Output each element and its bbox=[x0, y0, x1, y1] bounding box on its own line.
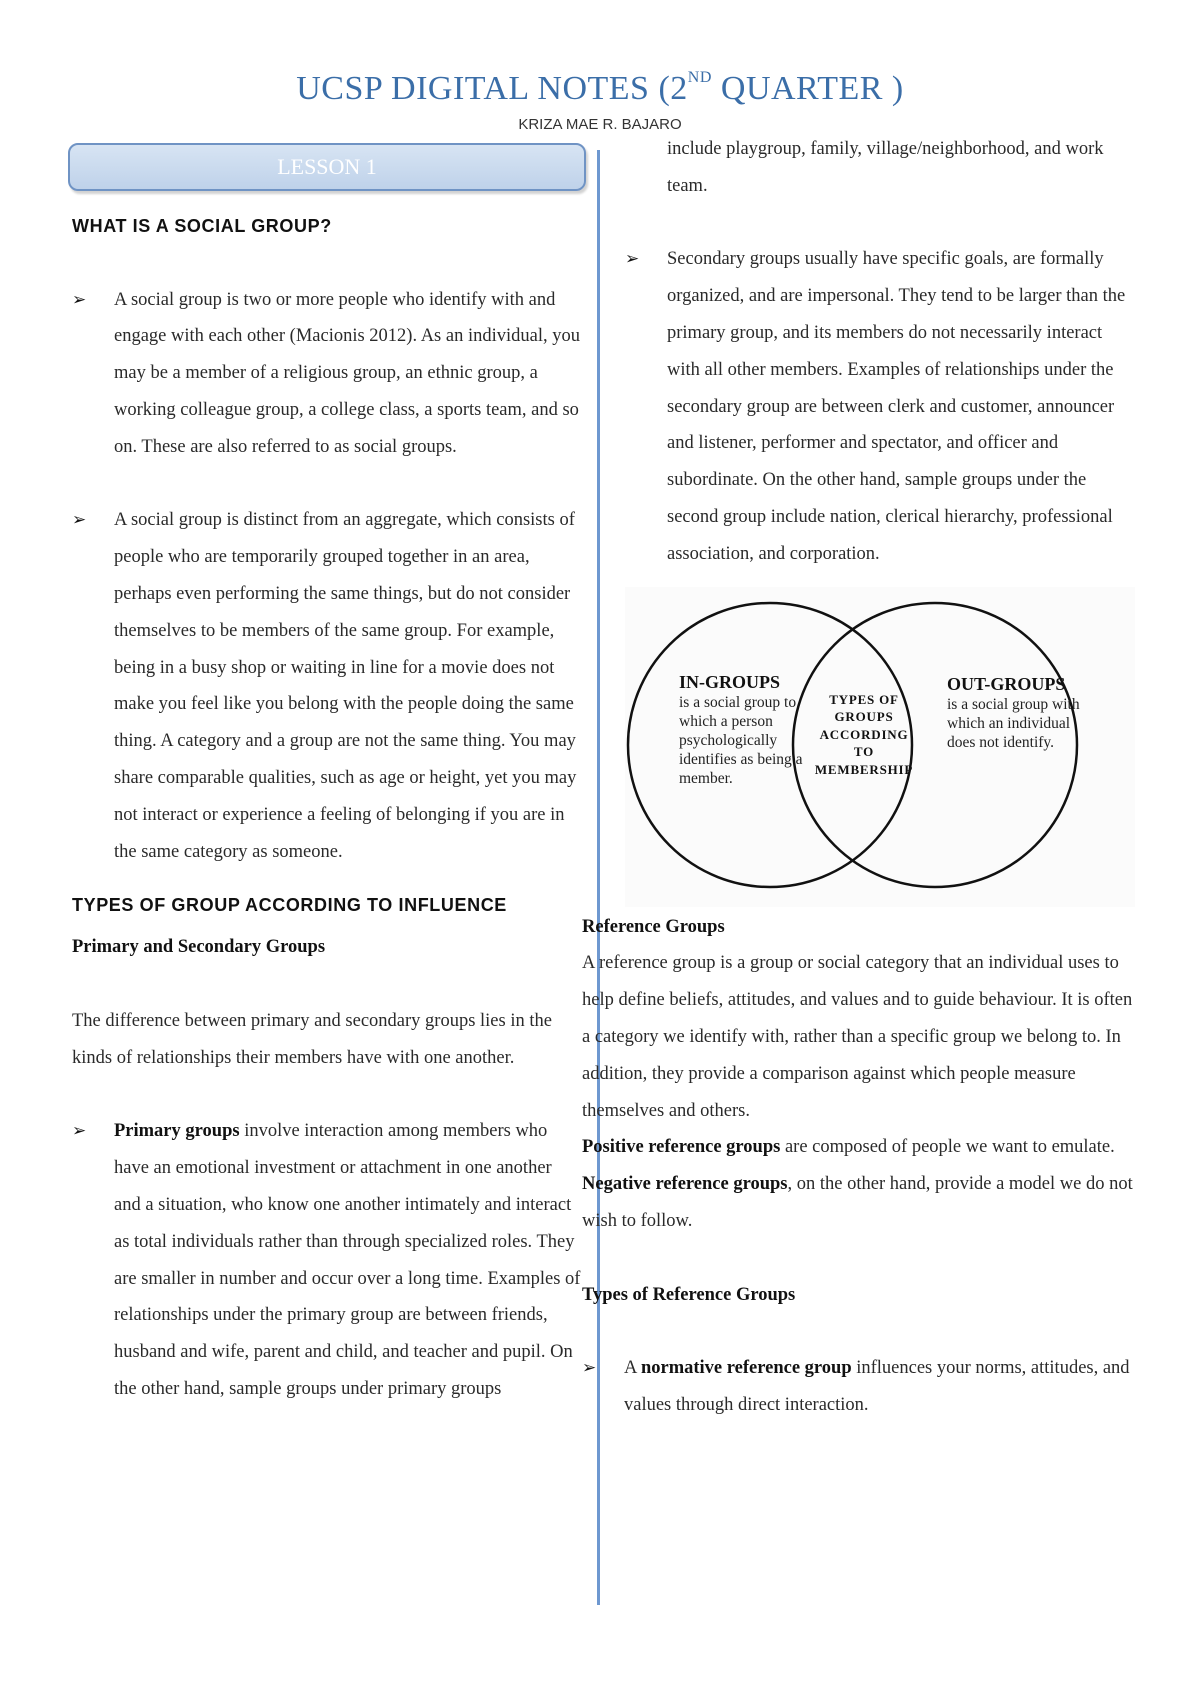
page-title: UCSP DIGITAL NOTES (2ND QUARTER ) bbox=[296, 69, 904, 107]
left-column bbox=[72, 208, 582, 1408]
subheading-types-reference: Types of Reference Groups bbox=[582, 1284, 796, 1305]
paragraph-reference-groups: A reference group is a group or social category that an individual uses to help define beliefs, attitudes, and values and to guide behaviour. It is often a category we identify with, rather than a specific group we belong to. In addition, they provide a comparison against which people measure themselves and others. bbox=[582, 953, 1133, 1121]
right-column bbox=[582, 131, 1135, 1424]
venn-diagram-membership bbox=[625, 587, 1135, 907]
bullet-aggregate-distinction: ➢ A social group is distinct from an aggregate, which consists of people who are temporarily grouped together in an area, perhaps even performing the same things, but do not consider themselves to be members of the same group. For example, being in a busy shop or waiting in line for a movie does not make you feel like you belong with the people doing the same thing. A category and a group are not the same thing. You may share comparable qualities, such as age or height, yet you may not interact or experience a feeling of belonging if you are in the same category as someone. bbox=[72, 502, 582, 870]
venn-in-groups: IN-GROUPS is a social group to which a person psychologically identifies as being a member. bbox=[679, 671, 803, 787]
section-heading-types-influence: TYPES OF GROUP ACCORDING TO INFLUENCE bbox=[72, 895, 507, 916]
bullet-secondary-groups: ➢ Secondary groups usually have specific goals, are formally organized, and are impersonal. They tend to be larger than the primary group, and its members do not necessarily interact with all other members. Examples of relationships under the secondary group are between clerk and customer, announcer and listener, performer and spectator, and officer and subordinate. On the other hand, sample groups under the second group include nation, clerical hierarchy, professional association, and corporation. bbox=[625, 241, 1135, 572]
primary-groups-continuation: include playgroup, family, village/neighborhood, and work team. bbox=[667, 139, 1104, 196]
lesson-label-box: LESSON 1 bbox=[68, 143, 586, 191]
bullet-normative-reference: ➢ A normative reference group influences your norms, attitudes, and values through direct interaction. bbox=[582, 1350, 1135, 1424]
paragraph-negative-reference: Negative reference groups, on the other hand, provide a model we do not wish to follow. bbox=[582, 1174, 1133, 1231]
bullet-social-group-definition: ➢ A social group is two or more people who identify with and engage with each other (Macionis 2012). As an individual, you may be a member of a religious group, an ethnic group, a working colleague group, a college class, a sports team, and so on. These are also referred to as social groups. bbox=[72, 282, 582, 466]
paragraph-positive-reference: Positive reference groups are composed of people we want to emulate. bbox=[582, 1137, 1115, 1158]
bullet-primary-groups: ➢ Primary groups involve interaction among members who have an emotional investment or attachment in one another and a situation, who know one another intimately and interact as total individuals rather than through specialized roles. They are smaller in number and occur over a long time. Examples of relationships under the primary group are between friends, husband and wife, parent and child, and teacher and pupil. On the other hand, sample groups under primary groups bbox=[72, 1113, 582, 1407]
subheading-reference-groups: Reference Groups bbox=[582, 916, 725, 937]
venn-center-label: TYPES OF GROUPS ACCORDING TO MEMBERSHIP bbox=[814, 691, 914, 777]
venn-out-groups: OUT-GROUPS is a social group with which an individual does not identify. bbox=[947, 673, 1080, 751]
author-name: KRIZA MAE R. BAJARO bbox=[518, 116, 682, 133]
paragraph-difference: The difference between primary and secondary groups lies in the kinds of relationships their members have with one another. bbox=[72, 1010, 552, 1068]
arrow-bullet-icon: ➢ bbox=[72, 1121, 87, 1142]
reference-groups-section bbox=[582, 909, 1135, 1424]
arrow-bullet-icon: ➢ bbox=[72, 289, 87, 310]
arrow-bullet-icon: ➢ bbox=[72, 510, 87, 531]
arrow-bullet-icon: ➢ bbox=[582, 1358, 597, 1379]
subheading-primary-secondary: Primary and Secondary Groups bbox=[72, 937, 326, 958]
arrow-bullet-icon: ➢ bbox=[625, 249, 640, 270]
section-heading-social-group: WHAT IS A SOCIAL GROUP? bbox=[72, 216, 332, 236]
